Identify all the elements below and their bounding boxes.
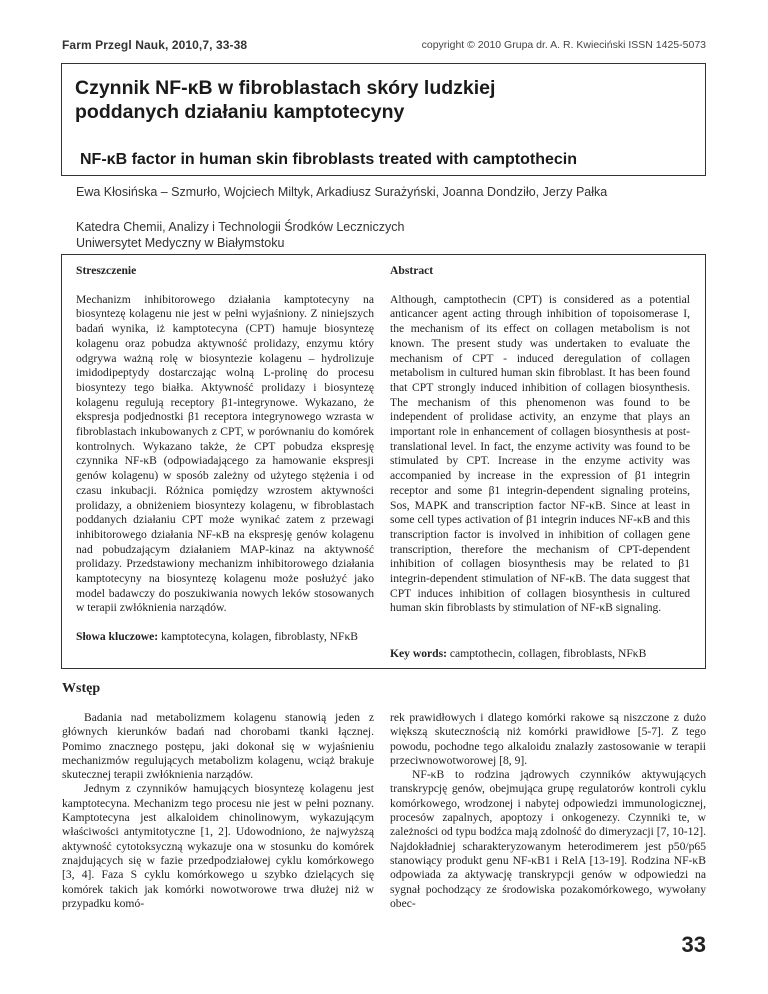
abstract-polish-text: Mechanizm inhibitorowego działania kamptotecyny na biosyntezę kolagenu nie jest w pełni wyjaśniony. Z niniejszych badań wynika, iż kamptotecyna (CPT) hamuje biosyntezę kolagenu oraz pobudza aktywność prolidazy, enzymu który odgrywa ważną rolę w biosyntezie kolagenu – hydrolizuje imidodipeptydy dostarczając wolną L-prolinę do procesu biosyntezy tego białka. Aktywność prolidazy i biosyntezę kolagenu regulują receptory β1-integrynowe. Wykazano, że ekspresja podjednostki β1 receptora integrynowego wzrasta w fibroblastach inkubowanych z CPT, w porównaniu do komórek kontrolnych. Wykazano także, że CPT pobudza ekspresję czynnika NF-κB (odpowiadającego za hamowanie ekspresji genów kolagenu) w sposób zależny od użytego stężenia i od czasu inkubacji. Różnica pomiędzy wzrostem aktywności prolidazy, a obniżeniem biosyntezy kolagenu, w fibroblastach poddanych działaniu CPT może wynikać zatem z przewagi inhibitorowego działania NF-κB na ekspresję genów kolagenu nad pobudzającym działaniem MAP-kinaz na aktywność prolidazy. Przedstawiony mechanizm inhibitorowego działania kamptotecyny na biosyntezę kolagenu może posłużyć jako model badawczy do poszukiwania nowych leków stosowanych w terapii zwłóknienia narządów. [76, 292, 374, 615]
title-polish-line1: Czynnik NF-κB w fibroblastach skóry ludzkiej [75, 77, 496, 99]
abstract-english-text: Although, camptothecin (CPT) is considered as a potential anticancer agent acting through inhibition of topoisomerase I, the mechanism of its effect on collagen metabolism is not known. The present study was undertaken to evaluate the mechanism of CPT - induced deregulation of collagen metabolism in cultured human skin fibroblast. It has been found that CPT strongly induced inhibition of collagen biosynthesis. The mechanism of this phenomenon was found to be independent of prolidase activity, an enzyme that plays an important role in enhancement of collagen biosynthesis at post-translational level. In fact, the enzyme activity was found to be stimulated by CPT. Increase in the enzyme activity was accompanied by increase in the expression of β1 integrin receptor and some β1 integrin-dependent signaling proteins, Sos, MAPK and transcription factor NF-κB. Since at least in some cell types activation of β1 integrin induces NF-κB and this transcription factor is involved in inhibition of collagen gene transcription, therefore the mechanism of CPT-dependent inhibition of collagen biosynthesis may be related to β1 integrin-dependent stimulation of NF-κB. The data suggest that CPT induces inhibition of collagen biosynthesis in cultured human skin fibroblasts by stimulation of NF-κB signaling. [390, 292, 690, 615]
affiliation-line2: Uniwersytet Medyczny w Białymstoku [76, 236, 285, 250]
body-paragraph: Jednym z czynników hamujących biosyntezę kolagenu jest kamptotecyna. Mechanizm tego procesu nie jest w pełni poznany. Kamptotecyna jest alkaloidem chinolinowym, wykazującym właściwości antymitotyczne [1, 2]. Udowodniono, że najwyższą aktywność cytotoksyczną wykazuje ona w stosunku do komórek znajdujących się w fazie przedpodziałowej cyklu komórkowego [3, 4]. Faza S cyklu komórkowego u szybko dzielących się komórek takich jak komórki nowotworowe trwa dłużej niż w przypadku komó- [62, 782, 374, 910]
title-polish [75, 76, 675, 124]
authors: Ewa Kłosińska – Szmurło, Wojciech Miltyk, Arkadiusz Surażyński, Joanna Dondziło, Jerzy Pałka [76, 185, 608, 199]
keywords-polish [76, 630, 374, 645]
copyright-notice: copyright © 2010 Grupa dr. A. R. Kwieciński ISSN 1425-5073 [421, 39, 706, 51]
body-column-right [390, 711, 706, 911]
body-column-left [62, 711, 374, 911]
body-paragraph: Badania nad metabolizmem kolagenu stanowią jeden z głównych kierunków badań nad chorobami tkanki łącznej. Pomimo znacznego postępu, jaki dokonał się w wyjaśnieniu mechanizmów regulujących metabolizm kolagenu, wciąż brakuje skutecznej terapii zwłóknienia narządów. [62, 711, 374, 782]
keywords-polish-label: Słowa kluczowe: [76, 630, 159, 643]
affiliation-line1: Katedra Chemii, Analizy i Technologii Środków Leczniczych [76, 220, 405, 234]
abstract-polish [76, 264, 374, 616]
title-divider [61, 175, 706, 176]
keywords-english-label: Key words: [390, 647, 447, 660]
body-paragraph: NF-κB to rodzina jądrowych czynników aktywujących transkrypcję genów, obejmująca grupę regulatorów kontroli cyklu komórkowego, wrodzonej i nabytej odpowiedzi immunologicznej, procesów zapalnych, apoptozy i onkogenezy. Czynniki te, w zależności od typu bodźca mają zdolność do dimeryzacji [7, 10-12]. Najdokładniej scharakteryzowanym heterodimerem jest p50/p65 stanowiący produkt genu NF-κB1 i RelA [13-19]. Rodzina NF-κB odpowiada za aktywację transkrypcji genów w odpowiedzi na sygnał pochodzący ze środowiska pozakomórkowego, wywołany obec- [390, 768, 706, 910]
title-polish-line2: poddanych działaniu kamptotecyny [75, 101, 405, 123]
keywords-english-text: camptothecin, collagen, fibroblasts, NFκB [449, 647, 647, 660]
body-paragraph: rek prawidłowych i dlatego komórki rakowe są niszczone z dużo większą skutecznością niż komórki prawidłowe [5-7]. Z tego powodu, pochodne tego alkaloidu znalazły zastosowanie w terapii przeciwnowotworowej [8, 9]. [390, 711, 706, 767]
title-english: NF-κB factor in human skin fibroblasts treated with camptothecin [80, 151, 577, 168]
keywords-english [390, 647, 690, 662]
page-number: 33 [681, 932, 706, 957]
abstract-polish-heading: Streszczenie [76, 264, 137, 277]
abstract-english-heading: Abstract [390, 264, 434, 277]
journal-citation: Farm Przegl Nauk, 2010,7, 33-38 [62, 38, 248, 52]
abstract-english [390, 264, 690, 616]
keywords-polish-text: kamptotecyna, kolagen, fibroblasty, NFκB [161, 630, 359, 643]
section-title: Wstęp [62, 681, 101, 696]
affiliation [76, 219, 404, 251]
